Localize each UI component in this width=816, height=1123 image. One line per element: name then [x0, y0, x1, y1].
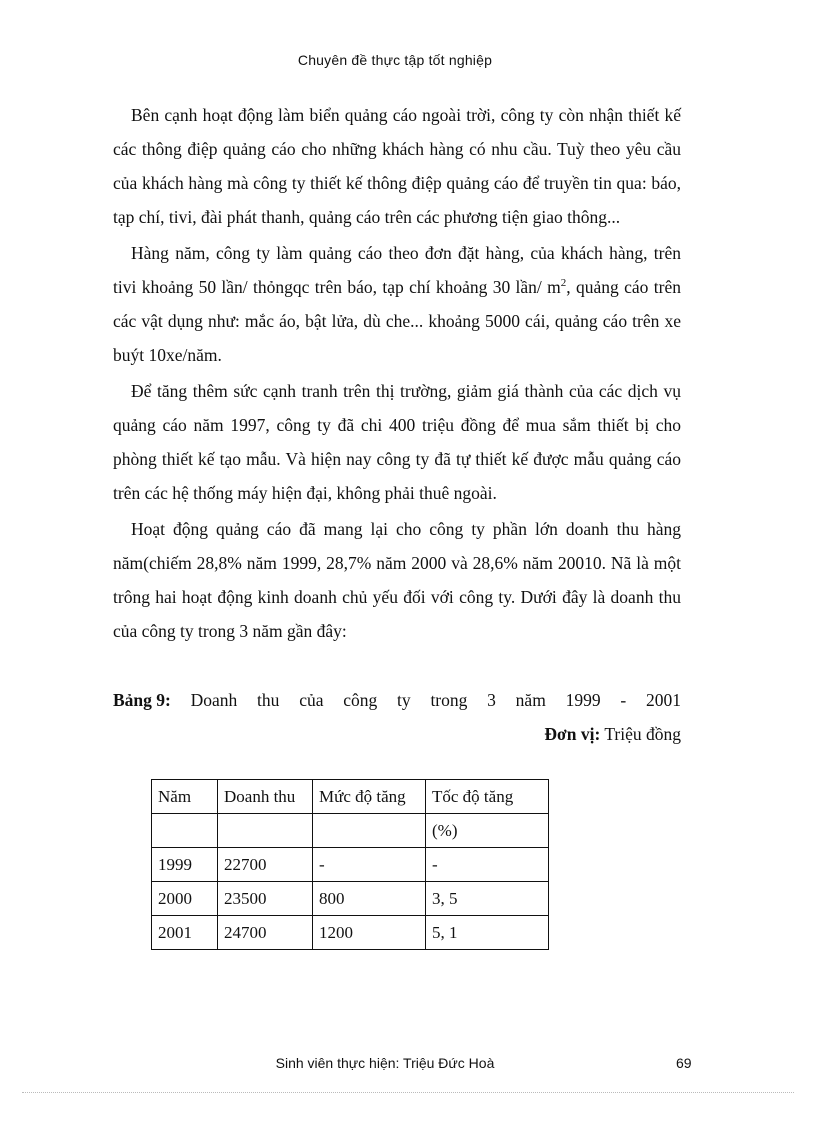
- caption-word: ty: [397, 690, 411, 710]
- table-cell: 3, 5: [426, 882, 549, 916]
- table-cell: Năm: [152, 780, 218, 814]
- table-cell: 2000: [152, 882, 218, 916]
- table-cell: [218, 814, 313, 848]
- revenue-table: [151, 779, 549, 950]
- table-cell: 22700: [218, 848, 313, 882]
- table-row: [152, 780, 549, 814]
- paragraph-competition: Để tăng thêm sức cạnh tranh trên thị trường, giảm giá thành của các dịch vụ quảng cáo năm 1997, công ty đã chi 400 triệu đồng để mua sắm thiết bị cho phòng thiết kế tạo mẫu. Và hiện nay công ty đã tự thiết kế được mẫu quảng cáo trên các hệ thống máy hiện đại, không phải thuê ngoài.: [113, 381, 681, 503]
- table-row: [152, 882, 549, 916]
- page-header: Chuyên đề thực tập tốt nghiệp: [297, 52, 493, 68]
- table-cell: 1200: [313, 916, 426, 950]
- table-cell: 800: [313, 882, 426, 916]
- caption-word: công: [343, 690, 378, 710]
- table-cell: 24700: [218, 916, 313, 950]
- table-cell: [313, 814, 426, 848]
- page-number: 69: [676, 1055, 692, 1071]
- unit-value: Triệu đồng: [600, 724, 681, 744]
- table-cell: 1999: [152, 848, 218, 882]
- caption-word: 3: [487, 690, 496, 710]
- bottom-divider: [22, 1092, 794, 1093]
- table-cell: (%): [426, 814, 549, 848]
- table-row: [152, 814, 549, 848]
- table-cell: -: [313, 848, 426, 882]
- caption-word: năm: [515, 690, 546, 710]
- body-text: [113, 98, 681, 650]
- caption-title-line: [113, 683, 681, 717]
- caption-word: trong: [430, 690, 468, 710]
- table-cell: 2001: [152, 916, 218, 950]
- table-cell: 23500: [218, 882, 313, 916]
- table-cell: Tốc độ tăng: [426, 780, 549, 814]
- caption-word: -: [620, 690, 627, 710]
- paragraph-annual-ads: [113, 236, 681, 372]
- caption-word: Doanh: [190, 690, 238, 710]
- table-cell: 5, 1: [426, 916, 549, 950]
- table-cell: -: [426, 848, 549, 882]
- unit-line: [113, 717, 681, 751]
- paragraph-revenue-share: Hoạt động quảng cáo đã mang lại cho công ty phần lớn doanh thu hàng năm(chiếm 28,8% năm 1999, 28,7% năm 2000 và 28,6% năm 20010. Nã là một trông hai hoạt động kinh doanh chủ yếu đối với công ty. Dưới đây là doanh thu của công ty trong 3 năm gần đây:: [113, 519, 681, 641]
- unit-label: Đơn vị:: [544, 724, 601, 744]
- caption-word: 2001: [645, 690, 681, 710]
- table-row: [152, 848, 549, 882]
- caption-word: của: [299, 690, 324, 710]
- paragraph-annual-ads-part1: Hàng năm, công ty làm quảng cáo theo đơn đặt hàng, của khách hàng, trên tivi khoảng 50 lần/ thỏngqc trên báo, tạp chí khoảng 30 lần/ m: [113, 243, 681, 297]
- paragraph-annual-ads-part2: , quảng cáo trên các vật dụng như: mắc áo, bật lửa, dù che... khoảng 5000 cái, quảng cáo trên xe buýt 10xe/năm.: [113, 277, 681, 365]
- table-cell: [152, 814, 218, 848]
- table-row: [152, 916, 549, 950]
- superscript-2: 2: [560, 277, 567, 290]
- paragraph-advertising-design: Bên cạnh hoạt động làm biển quảng cáo ngoài trời, công ty còn nhận thiết kế các thông điệp quảng cáo cho những khách hàng có nhu cầu. Tuỳ theo yêu cầu của khách hàng mà công ty thiết kế thông điệp quảng cáo để truyền tin qua: báo, tạp chí, tivi, đài phát thanh, quảng cáo trên các phương tiện giao thông...: [113, 105, 681, 227]
- table-cell: Mức độ tăng: [313, 780, 426, 814]
- caption-label: Bảng 9:: [113, 690, 171, 710]
- page-footer: Sinh viên thực hiện: Triệu Đức Hoà: [275, 1055, 495, 1071]
- caption-word: thu: [257, 690, 280, 710]
- table-caption: [113, 683, 681, 751]
- table-cell: Doanh thu: [218, 780, 313, 814]
- caption-word: 1999: [565, 690, 601, 710]
